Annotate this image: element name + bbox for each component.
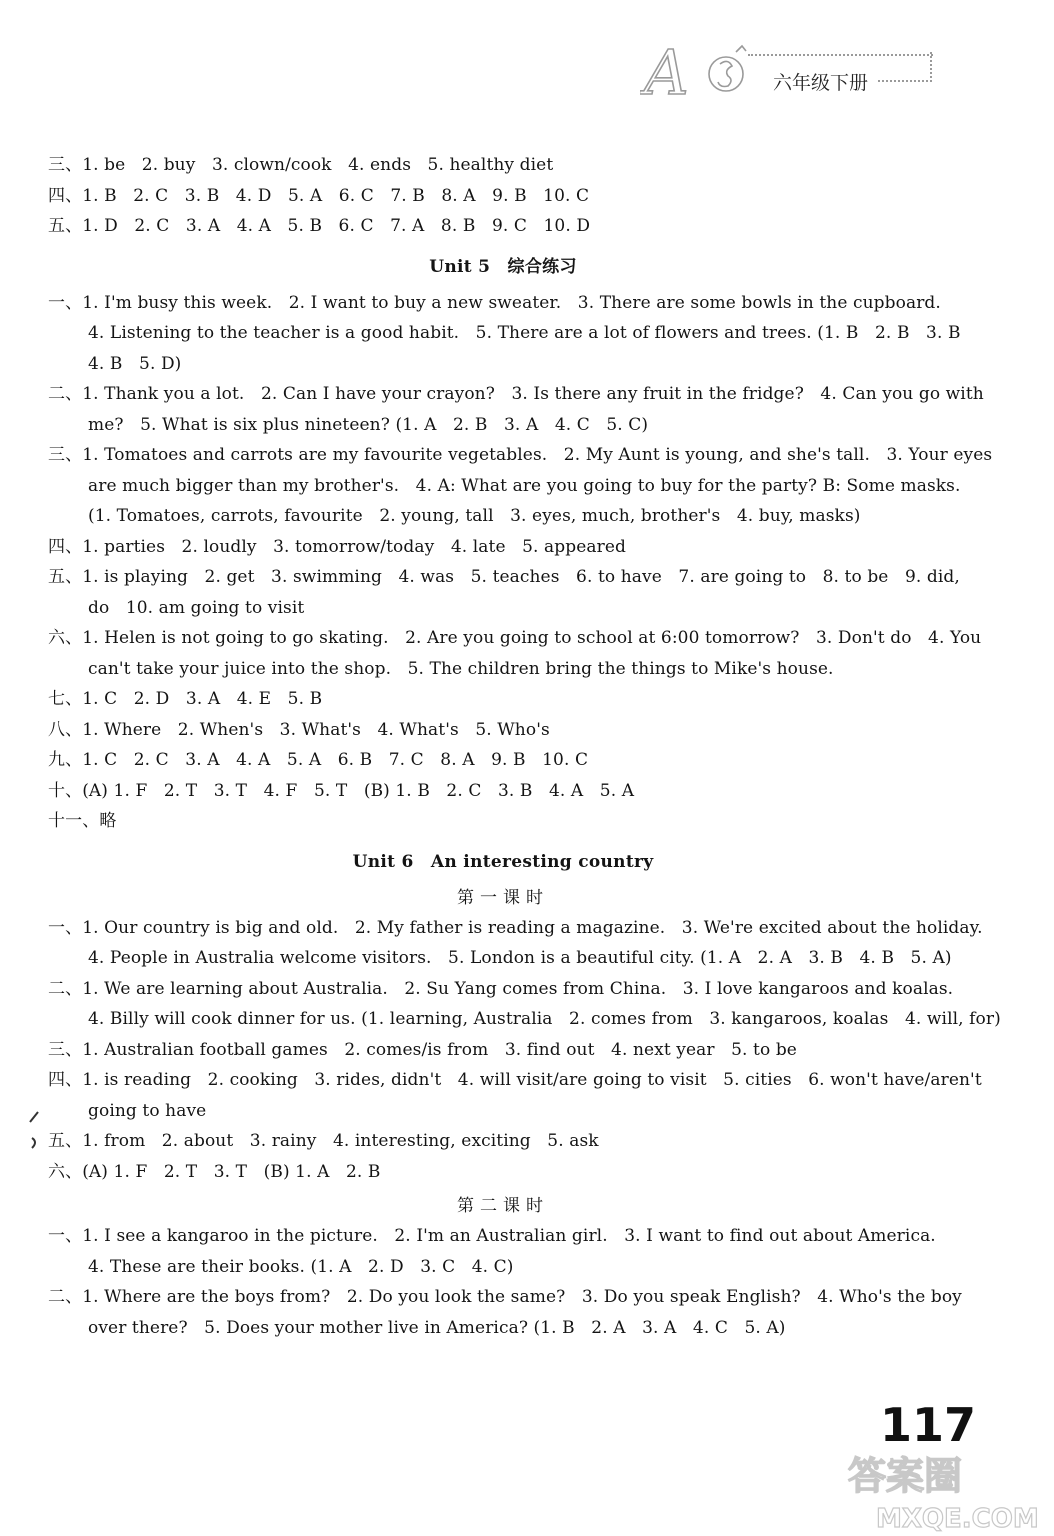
answer-text: are much bigger than my brother's. 4. A: What are you going to buy for the party? B: Some masks. (88, 475, 961, 496)
question-label: 十、 (48, 780, 83, 801)
question-label: 十一、 (48, 811, 100, 831)
answer-text: 1. C 2. C 3. A 4. A 5. A 6. B 7. C 8. A 9. B 10. C (82, 750, 589, 770)
answer-text: 4. Billy will cook dinner for us. (1. learning, Australia 2. comes from 3. kangaroos, koalas 4. will, for) (88, 1009, 1001, 1029)
unit-6-lesson-2-answers (48, 1221, 962, 1343)
answer-line (48, 562, 958, 593)
answer-text: (A) 1. F 2. T 3. T (B) 1. A 2. B (82, 1161, 381, 1182)
answer-line (48, 1126, 958, 1157)
answer-line (48, 974, 958, 1005)
unit-6-title: Unit 6 An interesting country (352, 851, 654, 872)
answer-text: 1. is playing 2. get 3. swimming 4. was 5. teaches 6. to have 7. are going to 8. to be 9. did, (82, 567, 960, 587)
answer-line (48, 288, 958, 319)
question-label: 二、 (48, 978, 83, 999)
lesson-2-title: 第二课时 (457, 1196, 549, 1216)
answer-line (48, 1157, 958, 1188)
answer-line (48, 532, 958, 563)
question-label: 一、 (48, 292, 83, 313)
answer-text: 1. Australian football games 2. comes/is from 3. find out 4. next year 5. to be (82, 1039, 797, 1060)
answer-line (48, 1004, 1001, 1035)
answer-text: (1. Tomatoes, carrots, favourite 2. young, tall 3. eyes, much, brother's 4. buy, masks) (88, 506, 861, 526)
watermark-text: 答案圈 (848, 1454, 963, 1498)
question-label: 五、 (48, 1131, 83, 1151)
answer-text: 1. Where are the boys from? 2. Do you look the same? 3. Do you speak English? 4. Who's the boy (82, 1287, 962, 1307)
answer-text: 1. be 2. buy 3. clown/cook 4. ends 5. healthy diet (82, 155, 554, 175)
answer-text: 1. Helen is not going to go skating. 2. Are you going to school at 6:00 tomorrow? 3. Don't do 4. You (82, 628, 982, 648)
question-label: 七、 (48, 689, 83, 709)
answer-text: me? 5. What is six plus nineteen? (1. A 2. B 3. A 4. C 5. C) (88, 414, 649, 435)
watermark-logo-icon (840, 1445, 1040, 1535)
question-label: 四、 (48, 185, 83, 206)
lesson-1-title: 第一课时 (457, 887, 549, 908)
answer-line (48, 150, 958, 181)
section-prev-unit (48, 150, 958, 242)
question-label: 六、 (48, 628, 83, 648)
answer-text: 1. I see a kangaroo in the picture. 2. I'm an Australian girl. 3. I want to find out about America. (82, 1226, 936, 1246)
header-divider (748, 54, 933, 56)
answer-text: 1. We are learning about Australia. 2. Su Yang comes from China. 3. I love kangaroos and koalas. (82, 978, 954, 999)
answer-line (48, 1096, 958, 1127)
answer-line (48, 1313, 958, 1344)
answer-text: 1. Tomatoes and carrots are my favourite vegetables. 2. My Aunt is young, and she's tall. 3. Your eyes (82, 445, 993, 465)
answer-text: 1. is reading 2. cooking 3. rides, didn't 4. will visit/are going to visit 5. cities 6. won't have/aren't (82, 1070, 982, 1090)
question-label: 二、 (48, 384, 83, 404)
answer-line (48, 181, 958, 212)
logo-letter: A (644, 36, 689, 105)
answer-text: 1. Our country is big and old. 2. My father is reading a magazine. 3. We're excited about the holiday. (82, 917, 983, 938)
question-label: 一、 (48, 917, 83, 938)
answer-text: 1. B 2. C 3. B 4. D 5. A 6. C 7. B 8. A 9. B 10. C (82, 185, 590, 206)
answer-line (48, 1065, 982, 1096)
answer-line (48, 715, 958, 746)
answer-text: 略 (99, 811, 117, 831)
answer-text: 1. I'm busy this week. 2. I want to buy a new sweater. 3. There are some bowls in the cupboard. (82, 292, 941, 313)
answer-text: 1. Thank you a lot. 2. Can I have your crayon? 3. Is there any fruit in the fridge? 4. Can you go with (82, 384, 984, 404)
question-label: 五、 (48, 216, 83, 236)
watermark-url: MXQE.COM (876, 1504, 1039, 1534)
answer-text: 4. B 5. D) (88, 353, 182, 374)
answer-line (48, 349, 958, 380)
answer-text: (A) 1. F 2. T 3. T 4. F 5. T (B) 1. B 2. C 3. B 4. A 5. A (82, 780, 635, 801)
header-underline (878, 80, 932, 82)
answer-line (48, 654, 958, 685)
answer-line (48, 471, 961, 502)
answer-text: going to have (88, 1100, 207, 1121)
page-number: 117 (880, 1398, 977, 1452)
answer-line (48, 1035, 958, 1066)
answer-line (48, 593, 958, 624)
answer-line (48, 1221, 958, 1252)
answer-line (48, 410, 958, 441)
answer-line (48, 501, 958, 532)
question-label: 一、 (48, 1226, 83, 1246)
answer-line (48, 379, 984, 410)
unit-5-answers (48, 288, 993, 837)
answer-line (48, 623, 982, 654)
answer-text: 1. parties 2. loudly 3. tomorrow/today 4. late 5. appeared (82, 536, 627, 557)
answer-line (48, 806, 958, 837)
question-label: 二、 (48, 1287, 83, 1307)
grade-label: 六年级下册 (773, 72, 869, 94)
question-label: 三、 (48, 155, 83, 175)
header-divider-vertical (930, 52, 932, 82)
answer-line (48, 1282, 962, 1313)
question-label: 三、 (48, 1039, 83, 1060)
answer-line (48, 1252, 958, 1283)
pencil-mark-icon (24, 1108, 48, 1152)
answer-text: 1. D 2. C 3. A 4. A 5. B 6. C 7. A 8. B 9. C 10. D (82, 216, 591, 236)
answer-text: 4. Listening to the teacher is a good habit. 5. There are a lot of flowers and trees. (1. B 2. B 3. B (88, 323, 961, 343)
answer-text: 4. People in Australia welcome visitors. 5. London is a beautiful city. (1. A 2. A 3. B 4. B 5. A) (88, 948, 952, 968)
question-label: 四、 (48, 1070, 83, 1090)
answer-text: 1. from 2. about 3. rainy 4. interesting, exciting 5. ask (82, 1131, 599, 1151)
book-logo-icon (640, 30, 770, 105)
answer-line (48, 440, 993, 471)
answer-text: can't take your juice into the shop. 5. The children bring the things to Mike's house. (88, 658, 834, 679)
unit-6-lesson-1-answers (48, 913, 1001, 1188)
question-label: 五、 (48, 567, 83, 587)
answer-text: do 10. am going to visit (88, 597, 305, 618)
answer-key-content (48, 150, 1001, 1343)
answer-line (48, 684, 958, 715)
answer-text: over there? 5. Does your mother live in America? (1. B 2. A 3. A 4. C 5. A) (88, 1317, 786, 1338)
answer-line (48, 776, 958, 807)
page-header (640, 30, 940, 110)
answer-line (48, 318, 961, 349)
answer-text: 1. Where 2. When's 3. What's 4. What's 5. Who's (82, 719, 550, 740)
question-label: 三、 (48, 445, 83, 465)
question-label: 九、 (48, 750, 83, 770)
question-label: 六、 (48, 1161, 83, 1182)
question-label: 八、 (48, 719, 83, 740)
answer-line (48, 211, 958, 242)
answer-text: 1. C 2. D 3. A 4. E 5. B (82, 689, 323, 709)
answer-line (48, 913, 983, 944)
question-label: 四、 (48, 536, 83, 557)
answer-line (48, 745, 958, 776)
answer-text: 4. These are their books. (1. A 2. D 3. C 4. C) (88, 1256, 514, 1277)
unit-5-title: Unit 5 综合练习 (429, 256, 577, 277)
answer-line (48, 943, 958, 974)
